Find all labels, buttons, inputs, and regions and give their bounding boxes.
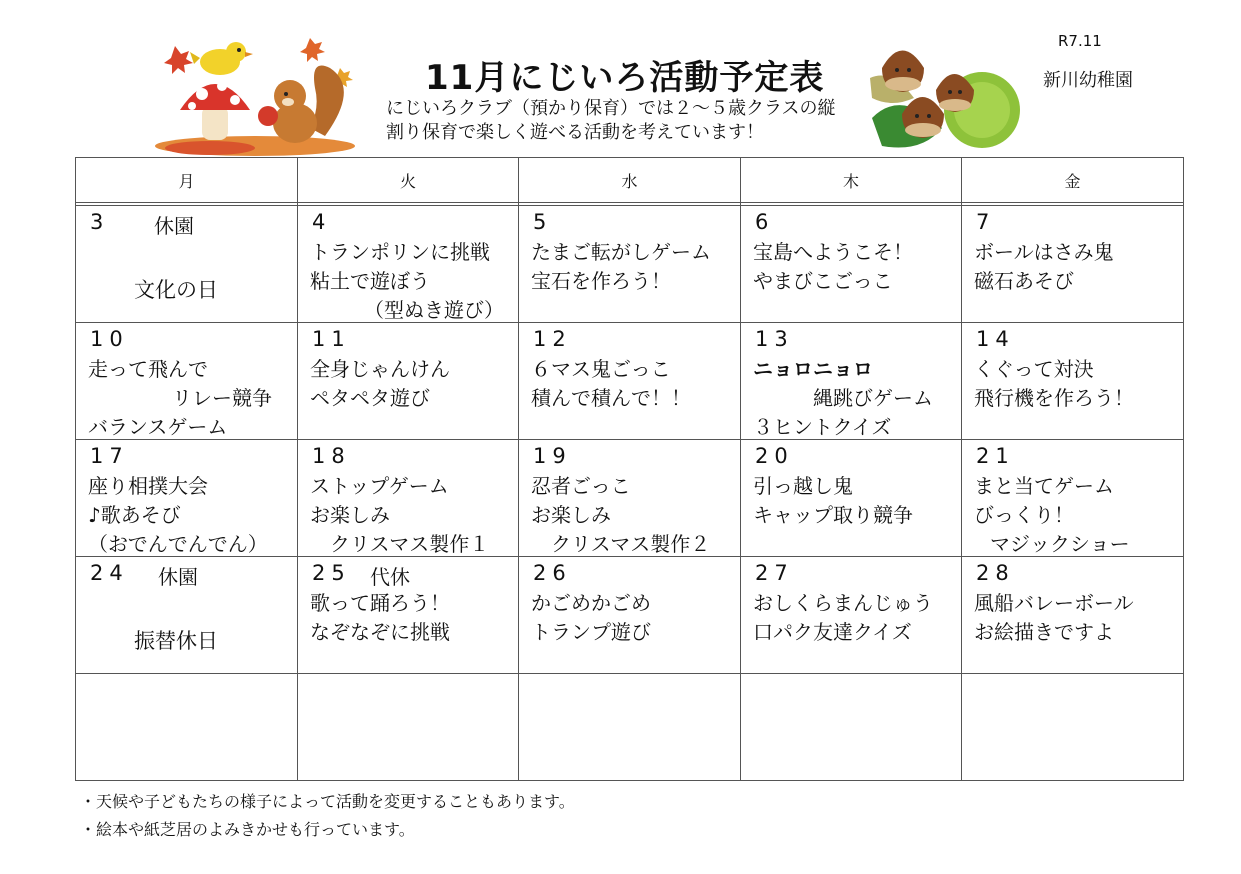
day-number: 25 [312, 561, 351, 585]
holiday-label: 休園 [158, 565, 198, 589]
week-row-1 [76, 206, 1184, 323]
weekday-thu: 木 [741, 158, 962, 203]
activity-item: なぞなぞに挑戦 [310, 620, 450, 644]
day-number: 20 [755, 444, 794, 468]
day-cell [76, 323, 297, 439]
activity-item: 全身じゃんけん [310, 357, 450, 381]
empty-cell [741, 674, 961, 780]
week-row-2 [76, 323, 1184, 440]
subtitle-line-2: 割り保育で楽しく遊べる活動を考えています！ [386, 122, 764, 143]
activity-list [531, 238, 711, 296]
empty-cell [519, 674, 740, 780]
activity-item: お絵描きですよ [974, 620, 1114, 644]
activity-item: お楽しみ [531, 503, 611, 527]
day-cell [741, 440, 961, 556]
day-number: 4 [312, 210, 332, 234]
mushroom-icon [180, 81, 250, 140]
activity-item: 口パク友達クイズ [753, 620, 912, 644]
activity-item: バランスゲーム [88, 415, 228, 439]
day-cell [519, 206, 740, 322]
day-number: 10 [90, 327, 129, 351]
activity-item: （型ぬき遊び） [364, 298, 504, 322]
day-number: 12 [533, 327, 572, 351]
day-cell [298, 323, 518, 439]
activity-item: くぐって対決 [974, 357, 1094, 381]
empty-cell [962, 674, 1183, 780]
day-cell [741, 323, 961, 439]
day-cell [741, 557, 961, 673]
activity-item: 歌って踊ろう！ [310, 591, 450, 615]
day-cell [962, 323, 1183, 439]
activity-item: クリスマス製作２ [551, 532, 711, 556]
activity-item: 宝石を作ろう！ [531, 269, 671, 293]
activity-list [310, 589, 450, 647]
activity-item: びっくり！ [974, 503, 1074, 527]
activity-item: ３ヒントクイズ [753, 415, 892, 439]
weekday-mon: 月 [76, 158, 298, 203]
footnote-1: ・天候や子どもたちの様子によって活動を変更することもあります。 [80, 792, 575, 811]
activity-item: キャップ取り競争 [753, 503, 913, 527]
footnote-2: ・絵本や紙芝居のよみきかせも行っています。 [80, 820, 415, 839]
day-cell [962, 440, 1183, 556]
activity-list [753, 238, 913, 296]
day-cell [76, 440, 297, 556]
chestnut-illustration [862, 28, 1032, 154]
day-number: 24 [90, 561, 129, 585]
activity-item: 積んで積んで！！ [531, 386, 691, 410]
activity-item: ペタペタ遊び [310, 386, 430, 410]
activity-item: やまびこごっこ [753, 269, 893, 293]
activity-item: 引っ越し鬼 [753, 474, 853, 498]
day-number: 6 [755, 210, 775, 234]
day-cell [519, 557, 740, 673]
activity-list [974, 355, 1134, 413]
activity-item: お楽しみ [310, 503, 390, 527]
day-number: 5 [533, 210, 553, 234]
activity-item: ストップゲーム [310, 474, 449, 498]
activity-item: ニョロニョロ [753, 357, 873, 381]
activity-item: 座り相撲大会 [88, 474, 208, 498]
activity-list [753, 355, 933, 440]
activity-item: 磁石あそび [974, 269, 1074, 293]
activity-list [974, 472, 1130, 557]
day-number: 14 [976, 327, 1015, 351]
activity-item: たまご転がしゲーム [531, 240, 711, 264]
activity-item: （おでんでんでん） [88, 532, 268, 556]
subtitle-line-1: にじいろクラブ（預かり保育）では２～５歳クラスの縦 [386, 98, 836, 119]
week-row-3 [76, 440, 1184, 557]
activity-item: リレー競争 [172, 386, 272, 410]
activity-list [974, 589, 1134, 647]
day-number: 21 [976, 444, 1015, 468]
activity-item: トランポリンに挑戦 [310, 240, 490, 264]
activity-item: 走って飛んで [88, 357, 208, 381]
autumn-illustration [150, 28, 360, 156]
empty-cell [76, 674, 297, 780]
day-number: 17 [90, 444, 129, 468]
activity-list [88, 355, 272, 440]
holiday-note: 文化の日 [134, 278, 218, 302]
activity-list [88, 472, 268, 557]
activity-item: 飛行機を作ろう！ [974, 386, 1134, 410]
activity-list [753, 589, 933, 647]
activity-item: 忍者ごっこ [531, 474, 631, 498]
day-cell [298, 440, 518, 556]
holiday-label: 休園 [154, 214, 194, 238]
day-number: 28 [976, 561, 1015, 585]
activity-item: 粘土で遊ぼう [310, 269, 430, 293]
holiday-label: 代休 [370, 565, 410, 589]
day-number: 13 [755, 327, 794, 351]
day-cell [962, 557, 1183, 673]
day-number: 26 [533, 561, 572, 585]
bird-icon [190, 42, 253, 75]
weekday-header-row [76, 158, 1184, 203]
activity-item: 風船バレーボール [974, 591, 1134, 615]
activity-item: 縄跳びゲーム [813, 386, 933, 410]
activity-list [531, 355, 691, 413]
day-cell [741, 206, 961, 322]
activity-item: 宝島へようこそ！ [753, 240, 913, 264]
activity-item: クリスマス製作１ [330, 532, 490, 556]
activity-item: ♪歌あそび [88, 503, 181, 527]
week-row-4 [76, 557, 1184, 674]
day-cell [298, 557, 518, 673]
activity-item: トランプ遊び [531, 620, 651, 644]
day-cell [298, 206, 518, 322]
day-cell [76, 206, 297, 322]
activity-item: おしくらまんじゅう [753, 591, 933, 615]
issue-date: R7.11 [1058, 32, 1102, 50]
page-title: 11月にじいろ活動予定表 [425, 58, 825, 98]
activity-list [310, 238, 504, 323]
activity-item: ６マス鬼ごっこ [531, 357, 671, 381]
holiday-note: 振替休日 [134, 629, 218, 653]
activity-item: ボールはさみ鬼 [974, 240, 1114, 264]
day-cell [519, 440, 740, 556]
day-number: 3 [90, 210, 110, 234]
activity-list [974, 238, 1114, 296]
day-cell [519, 323, 740, 439]
activity-list [531, 589, 651, 647]
activity-list [310, 355, 450, 413]
empty-week-row [76, 674, 1184, 781]
activity-list [753, 472, 913, 530]
school-name: 新川幼稚園 [1043, 70, 1133, 91]
weekday-fri: 金 [962, 158, 1184, 203]
activity-item: かごめかごめ [531, 591, 651, 615]
activity-list [310, 472, 489, 557]
activity-item: マジックショー [990, 532, 1130, 556]
activity-list [531, 472, 710, 557]
activity-item: まと当てゲーム [974, 474, 1114, 498]
day-cell [76, 557, 297, 673]
day-number: 11 [312, 327, 351, 351]
squirrel-icon [258, 66, 344, 144]
calendar-table [75, 157, 1184, 781]
empty-cell [298, 674, 518, 780]
weekday-wed: 水 [519, 158, 741, 203]
day-cell [962, 206, 1183, 322]
day-number: 19 [533, 444, 572, 468]
day-number: 7 [976, 210, 996, 234]
weekday-tue: 火 [298, 158, 519, 203]
day-number: 27 [755, 561, 794, 585]
day-number: 18 [312, 444, 351, 468]
